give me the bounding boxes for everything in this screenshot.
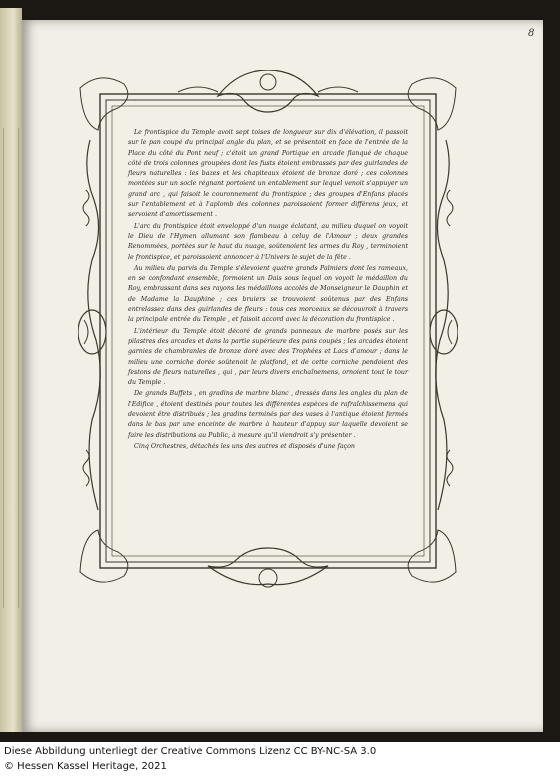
page-number: 8	[528, 28, 535, 39]
paragraph: De grands Buffets , en gradins de marbre blanc , dressés dans les angles du plan de l'Edifice , étoient destinés pour toutes les différentes espèces de rafraîchissemens qui devoient être distribués ; les gradins terminés par des vases à l'antique étoient fermés dans le bas par une enceinte de marbre à hauteur d'appuy sur laquelle devoient se faire les distributions au Public, à mesure qu'il viendroit s'y présenter .	[128, 390, 408, 439]
paragraph: Le frontispice du Temple avoit sept toises de longueur sur dix d'élévation, il passoit sur le pan coupé du principal angle du plan, et se présentoit en face de l'entrée de la Place du côté du Pont neuf ; c'étoit un grand Portique en arcade flanqué de chaque côté de trois colonnes groupées dont les fusts étoient embrassés par des guirlandes de fleurs naturelles : les bazes et les chapiteaux étoient de bronze doré ; ces colonnes montées sur un socle régnant portoient un entablement sur lequel venoit s'appuyer un grand arc , qui faisoit le couronnement du frontispice ; des groupes d'Enfans placés sur l'entablement et à l'aplomb des colonnes paroissoient former différens jeux, et servoient d'amortissement .	[128, 129, 408, 219]
paragraph: Cinq Orchestres, détachés les uns des autres et disposés d'une façon	[134, 442, 355, 450]
engraved-text	[128, 128, 408, 453]
left-page-edge	[0, 8, 22, 732]
paragraph: Au milieu du parvis du Temple s'élevoient quatre grands Palmiers dont les rameaux, en se confondant ensemble, formoient un Dais sous lequel on voyoit le médaillon du Roy, embrassant dans ses rayons les médaillons accolés de Monseigneur le Dauphin et de Madame la Dauphine ; ces bruiers se trouvoient soûtenus par des Enfans entrelassez dans des guirlandes de fleurs : tous ces morceaux se découvroit à travers la principale entrée du Temple , et faisoit accord avec la décoration du frontispice .	[128, 264, 408, 324]
paragraph: L'intérieur du Temple étoit décoré de grands panneaux de marbre posés sur les pilastres des arcades et dans la partie supérieure des pans coupés ; les arcades étoient garnies de chambranles de bronze doré avec des Trophées et Lacs d'amour ; dans le milieu une corniche dorée soûtenoit le platfond, et de cette corniche pendoient des festons de fleurs naturelles , qui , par leurs divers enchaînemens, ornoient tout le tour du Temple .	[128, 327, 408, 387]
license-caption	[0, 744, 560, 779]
left-page-ornament	[3, 128, 19, 608]
paragraph: L'arc du frontispice étoit enveloppé d'un nuage éclatant, au milieu duquel on voyoit le Dieu de l'Hymen allumant son flambeau à celuy de l'Amour ; deux grandes Renommées, portées sur le haut du nuage, soûtenoient les armes du Roy , terminoient le frontispice, et paroissoient annoncer à l'Univers le sujet de la fête .	[128, 222, 408, 261]
copyright-line: © Hessen Kassel Heritage, 2021	[4, 761, 167, 772]
license-line: Diese Abbildung unterliegt der Creative Commons Lizenz CC BY-NC-SA 3.0	[4, 746, 377, 757]
